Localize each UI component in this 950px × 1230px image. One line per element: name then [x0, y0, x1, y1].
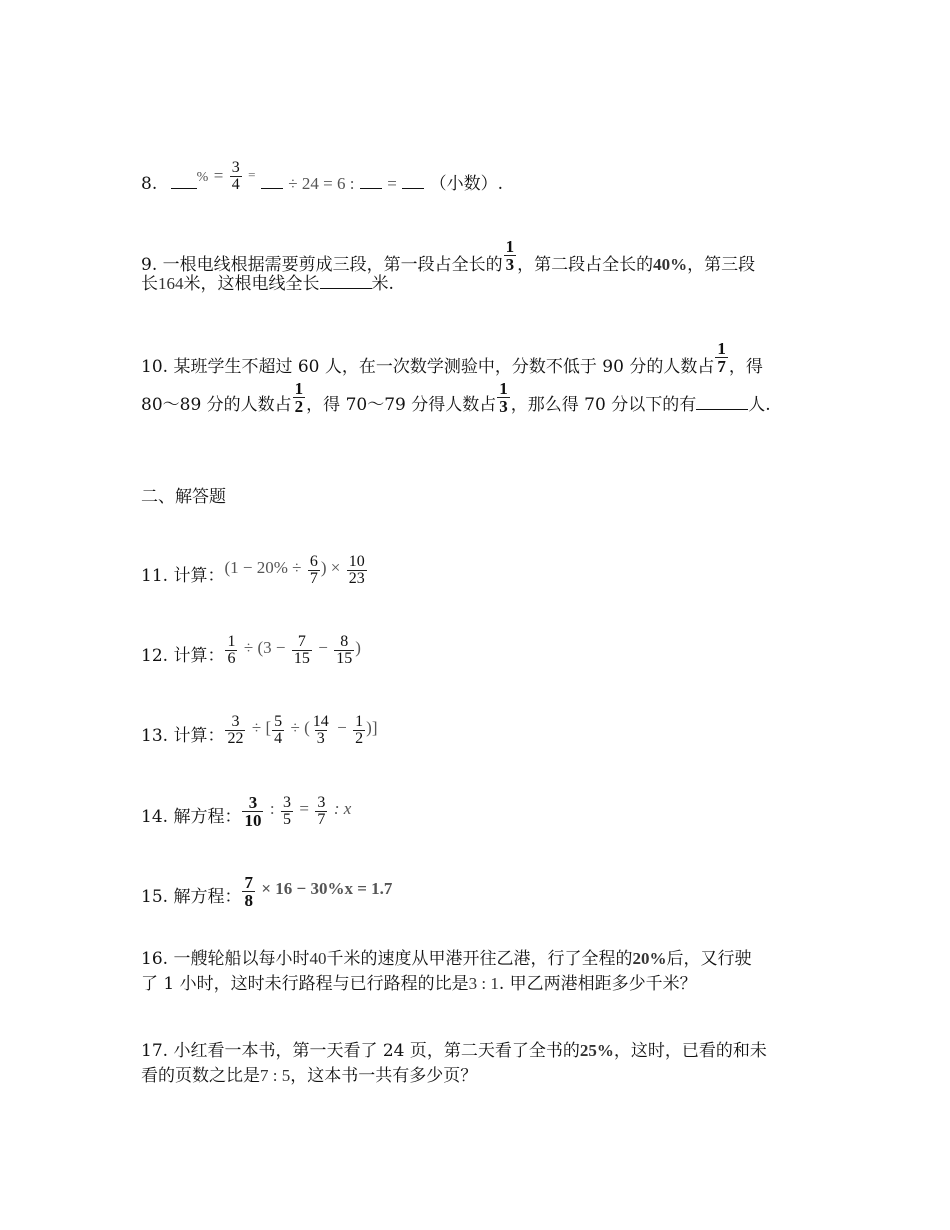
q10-fraction-1: $\frac{1}{7}$	[717, 339, 726, 376]
q8-blank-1	[171, 174, 197, 189]
q8-tail: （小数）.	[429, 174, 504, 194]
q9-fraction: $\frac{1}{3}$	[505, 237, 515, 274]
q16-text-2: 千米的速度从甲港开往乙港，行了全程的	[326, 949, 633, 969]
q14-colon-x: : x	[333, 799, 352, 818]
q12-expr-1: ÷ (3 −	[243, 638, 286, 657]
q9-text-3: ，第三段	[687, 255, 756, 275]
q8-eq-3: =	[387, 174, 397, 193]
q12-expr-3: )	[355, 638, 361, 657]
q10-text-5: ，那么得 70 分以下的有	[510, 395, 697, 415]
q14-label: 14. 解方程：	[141, 807, 242, 827]
question-11	[141, 553, 368, 593]
q15-label: 15. 解方程：	[141, 887, 242, 907]
section-heading: 二、解答题	[141, 487, 226, 507]
q8-percent: %	[196, 170, 209, 185]
q14-fraction-2: $\frac{3}{5}$	[283, 794, 291, 828]
q16-ratio: 3 : 1	[468, 974, 499, 993]
q17-ratio: 7 : 5	[260, 1066, 291, 1085]
q8-number: 8.	[141, 174, 158, 194]
q12-fraction-1: $\frac{1}{6}$	[227, 633, 236, 667]
q13-expr-2: ÷ (	[290, 718, 310, 737]
q13-expr-4: )]	[366, 718, 378, 737]
q11-fraction-1: $\frac{6}{7}$	[309, 553, 318, 587]
question-16-line-1	[141, 948, 751, 970]
q11-expr-2: ) ×	[320, 558, 341, 577]
q15-fraction: $\frac{7}{8}$	[244, 873, 253, 910]
q17-text-2: ，这时，已看的和未	[613, 1041, 767, 1061]
q10-text-6: 人.	[748, 395, 771, 415]
q16-text-4: 了 1 小时，这时未行路程与已行路程的比是	[141, 974, 469, 994]
q10-fraction-2: $\frac{1}{2}$	[294, 379, 304, 416]
q12-fraction-2: $\frac{7}{15}$	[293, 633, 310, 667]
q15-expr: × 16 − 30%x = 1.7	[261, 879, 393, 898]
q8-division: ÷ 24 = 6 :	[288, 174, 355, 193]
q10-fraction-3: $\frac{1}{3}$	[499, 379, 508, 416]
q14-fraction-3: $\frac{3}{7}$	[317, 794, 326, 828]
q12-label: 12. 计算：	[141, 646, 225, 666]
q17-text-1: 17. 小红看一本书，第一天看了 24 页，第二天看了全书的	[141, 1041, 580, 1061]
q13-fraction-3: $\frac{14}{3}$	[312, 713, 329, 747]
question-14	[141, 793, 352, 835]
q8-fraction: $\frac{3}{4}$	[231, 159, 240, 193]
q14-colon-1: :	[269, 799, 275, 818]
q12-expr-2: −	[318, 638, 328, 657]
q16-text-5: . 甲乙两港相距多少千米？	[498, 974, 697, 994]
q10-blank	[696, 395, 748, 410]
question-12	[141, 633, 361, 673]
q9-blank	[320, 274, 372, 289]
q13-fraction-4: $\frac{1}{2}$	[355, 713, 364, 747]
q12-fraction-3: $\frac{8}{15}$	[336, 633, 353, 667]
q9-text-4: 长	[141, 274, 158, 294]
q9-text-2: ，第二段占全长的	[517, 255, 654, 275]
question-17-line-1	[141, 1040, 767, 1062]
question-8	[141, 159, 504, 201]
q11-expr-1: (1 − 20% ÷	[224, 558, 302, 577]
q13-expr-1: ÷ [	[251, 718, 272, 737]
q9-text-6: 米.	[371, 274, 394, 294]
q13-label: 13. 计算：	[141, 726, 225, 746]
q10-text-3: 80～89 分的人数占	[141, 395, 292, 415]
q14-fraction-1: $\frac{3}{10}$	[244, 793, 262, 830]
q14-eq: =	[299, 799, 309, 818]
q13-fraction-1: $\frac{3}{22}$	[227, 713, 244, 747]
q8-blank-3	[360, 174, 382, 189]
question-10-line-2	[141, 379, 771, 423]
q17-text-4: ，这本书一共有多少页？	[290, 1066, 478, 1086]
q8-eq-2: =	[248, 167, 256, 182]
question-13	[141, 713, 378, 753]
q13-fraction-2: $\frac{5}{4}$	[274, 713, 283, 747]
question-9-line-2	[141, 273, 394, 295]
q8-blank-2	[261, 174, 283, 189]
q10-text-4: ，得 70～79 分得人数占	[306, 395, 497, 415]
q17-text-3: 看的页数之比是	[141, 1066, 260, 1086]
q9-text-5: 米，这根电线全长	[183, 274, 320, 294]
q16-text-1: 16. 一艘轮船以每小时	[141, 949, 310, 969]
q16-text-3: 后，又行驶	[666, 949, 752, 969]
question-16-line-2	[141, 973, 697, 995]
question-10-line-1	[141, 339, 763, 385]
q17-percent: 25%	[579, 1041, 614, 1060]
q16-speed: 40	[309, 949, 327, 968]
q8-blank-4	[402, 174, 424, 189]
q10-text-2: ，得	[728, 357, 763, 377]
q10-text-1: 10. 某班学生不超过 60 人，在一次数学测验中，分数不低于 90 分的人数占	[141, 357, 715, 377]
question-17-line-2	[141, 1065, 477, 1087]
question-15	[141, 873, 393, 915]
q9-text-1: 9. 一根电线根据需要剪成三段，第一段占全长的	[141, 255, 503, 275]
q13-expr-3: −	[337, 718, 347, 737]
q16-percent: 20%	[632, 949, 667, 968]
q9-length: 164	[158, 274, 184, 293]
q9-percent: 40%	[653, 255, 688, 274]
q11-label: 11. 计算：	[141, 566, 225, 586]
q8-eq-1: =	[213, 166, 224, 185]
q11-fraction-2: $\frac{10}{23}$	[348, 553, 365, 587]
